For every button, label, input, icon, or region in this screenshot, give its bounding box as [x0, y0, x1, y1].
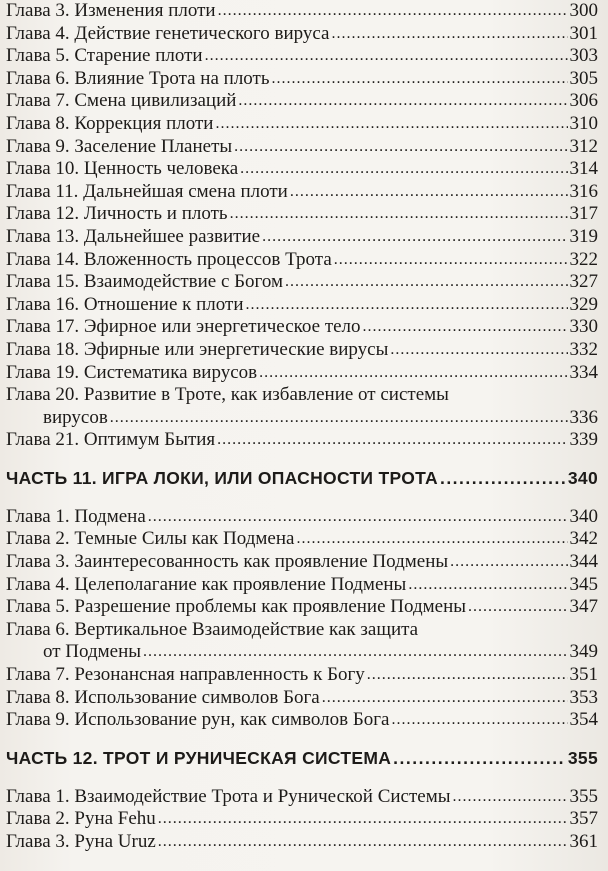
toc-entry-page: 345: [569, 573, 598, 595]
toc-entry: [6, 551, 598, 574]
toc-entry: [6, 528, 598, 551]
toc-entry-title: Глава 1. Взаимодействие Трота и Рунической Системы: [6, 785, 451, 807]
toc-entry: [6, 709, 598, 732]
toc-entry-title: Глава 19. Систематика вирусов: [6, 361, 258, 383]
toc-entry: [6, 808, 598, 831]
toc-entry: [6, 0, 598, 23]
toc-entry-page: 342: [569, 528, 598, 550]
toc-entry: [6, 249, 598, 272]
toc-entry-title: Глава 13. Дальнейшее развитие: [6, 225, 261, 247]
part-page: 340: [567, 468, 598, 489]
toc-entry-page: 332: [569, 338, 598, 360]
toc-entry-page: 305: [569, 67, 598, 89]
toc-entry-title: Глава 2. Руна Fehu: [6, 808, 156, 830]
toc-entry: [6, 506, 598, 529]
toc-entry-page: 339: [569, 429, 598, 451]
toc-entry-title: Глава 18. Эфирные или энергетические вирусы: [6, 338, 389, 360]
toc-entry: [6, 429, 598, 452]
toc-entry-title-continued: вирусов: [43, 406, 108, 428]
toc-entry: [6, 68, 598, 91]
toc-entry-page: 340: [569, 505, 598, 527]
toc-entry-page: 354: [569, 709, 598, 731]
toc-entry-page: 349: [569, 641, 598, 663]
toc-entry-title: Глава 10. Ценность человека: [6, 158, 239, 180]
toc-entry-title: Глава 5. Разрешение проблемы как проявление Подмены: [6, 596, 466, 618]
toc-entry-title: Глава 7. Смена цивилизаций: [6, 90, 237, 112]
toc-entry-page: 336: [569, 406, 598, 428]
toc-entry-title: Глава 15. Взаимодействие с Богом: [6, 271, 284, 293]
toc-entry-page: 319: [569, 225, 598, 247]
toc-entry-title: Глава 8. Коррекция плоти: [6, 112, 214, 134]
toc-entry: [6, 687, 598, 710]
toc-entry-title: Глава 4. Действие генетического вируса: [6, 22, 330, 44]
toc-entry-page: 310: [569, 112, 598, 134]
toc-entry-page: 316: [569, 180, 598, 202]
toc-entry-page: 357: [569, 808, 598, 830]
toc-entry-page: 301: [569, 22, 598, 44]
toc-entry: [6, 181, 598, 204]
toc-entry: [6, 23, 598, 46]
toc-entry-title: Глава 11. Дальнейшая смена плоти: [6, 180, 288, 202]
toc-entry-page: 314: [569, 158, 598, 180]
toc-entry-page: 355: [569, 785, 598, 807]
toc-entry-page: 330: [569, 316, 598, 338]
toc-entry-title: Глава 14. Вложенность процессов Трота: [6, 248, 332, 270]
toc-entry-title: Глава 6. Влияние Трота на плоть: [6, 67, 270, 89]
toc-entry-page: 347: [569, 596, 598, 618]
toc-entry-page: 351: [569, 664, 598, 686]
toc-entry-title: Глава 5. Старение плоти: [6, 45, 203, 67]
toc-entry-page: 322: [569, 248, 598, 270]
part-heading: [6, 458, 598, 500]
toc-entry: [6, 831, 598, 854]
chapter-list-part-12: [6, 786, 598, 854]
toc-entry-page: 327: [569, 271, 598, 293]
toc-entry: [6, 136, 598, 159]
chapter-list-part-10: [6, 0, 598, 384]
toc-entry: [6, 786, 598, 809]
toc-entry-title: Глава 7. Резонансная направленность к Богу: [6, 664, 365, 686]
toc-entry-page: 312: [569, 135, 598, 157]
toc-entry-title: Глава 8. Использование символов Бога: [6, 686, 320, 708]
toc-entry: [6, 574, 598, 597]
toc-entry-page: 329: [569, 293, 598, 315]
toc-entry-multiline-first: [6, 384, 598, 407]
part-page: 355: [567, 748, 598, 769]
toc-entry-page: 361: [569, 831, 598, 852]
toc-entry-multiline-second: [6, 407, 598, 430]
toc-entry-title: Глава 1. Подмена: [6, 505, 146, 527]
part-title: ЧАСТЬ 12. ТРОТ И РУНИЧЕСКАЯ СИСТЕМА: [6, 748, 392, 769]
toc-entry-page: 306: [569, 90, 598, 112]
chapter-list-part-11: [6, 506, 598, 732]
toc-entry-multiline-second: [6, 641, 598, 664]
toc-entry-title: Глава 6. Вертикальное Взаимодействие как защита: [6, 618, 419, 640]
part-heading: [6, 738, 598, 780]
toc-entry: [6, 113, 598, 136]
toc-entry-page: 317: [569, 203, 598, 225]
toc-entry-title: Глава 16. Отношение к плоти: [6, 293, 244, 315]
toc-entry-page: 334: [569, 361, 598, 383]
toc-entry-title: Глава 4. Целеполагание как проявление Подмены: [6, 573, 407, 595]
toc-entry-title: Глава 3. Заинтересованность как проявление Подмены: [6, 551, 449, 573]
toc-entry-title: Глава 17. Эфирное или энергетическое тело: [6, 316, 361, 338]
toc-entry-title-continued: от Подмены: [43, 641, 142, 663]
toc-entry: [6, 158, 598, 181]
toc-entry-title: Глава 2. Темные Силы как Подмена: [6, 528, 295, 550]
toc-entry-title: Глава 3. Изменения плоти: [6, 0, 216, 21]
toc-entry: [6, 362, 598, 385]
toc-entry: [6, 339, 598, 362]
toc-entry: [6, 45, 598, 68]
toc-entry-page: 303: [569, 45, 598, 67]
toc-entry-title: Глава 21. Оптимум Бытия: [6, 429, 216, 451]
toc-entry: [6, 90, 598, 113]
toc-entry-page: 353: [569, 686, 598, 708]
toc-entry: [6, 316, 598, 339]
toc-entry-title: Глава 20. Развитие в Троте, как избавление от системы: [6, 384, 449, 406]
table-of-contents: [6, 0, 598, 854]
part-title: ЧАСТЬ 11. ИГРА ЛОКИ, ИЛИ ОПАСНОСТИ ТРОТА: [6, 468, 438, 489]
toc-entry-multiline-first: [6, 619, 598, 642]
toc-entry: [6, 271, 598, 294]
toc-entry: [6, 203, 598, 226]
toc-entry-title: Глава 3. Руна Uruz: [6, 831, 156, 852]
toc-entry-title: Глава 12. Личность и плоть: [6, 203, 228, 225]
toc-entry-page: 300: [569, 0, 598, 21]
toc-entry-page: 344: [569, 551, 598, 573]
toc-entry: [6, 596, 598, 619]
toc-entry: [6, 664, 598, 687]
toc-entry: [6, 226, 598, 249]
toc-entry-title: Глава 9. Использование рун, как символов Бога: [6, 709, 390, 731]
toc-entry: [6, 294, 598, 317]
toc-entry-title: Глава 9. Заселение Планеты: [6, 135, 233, 157]
